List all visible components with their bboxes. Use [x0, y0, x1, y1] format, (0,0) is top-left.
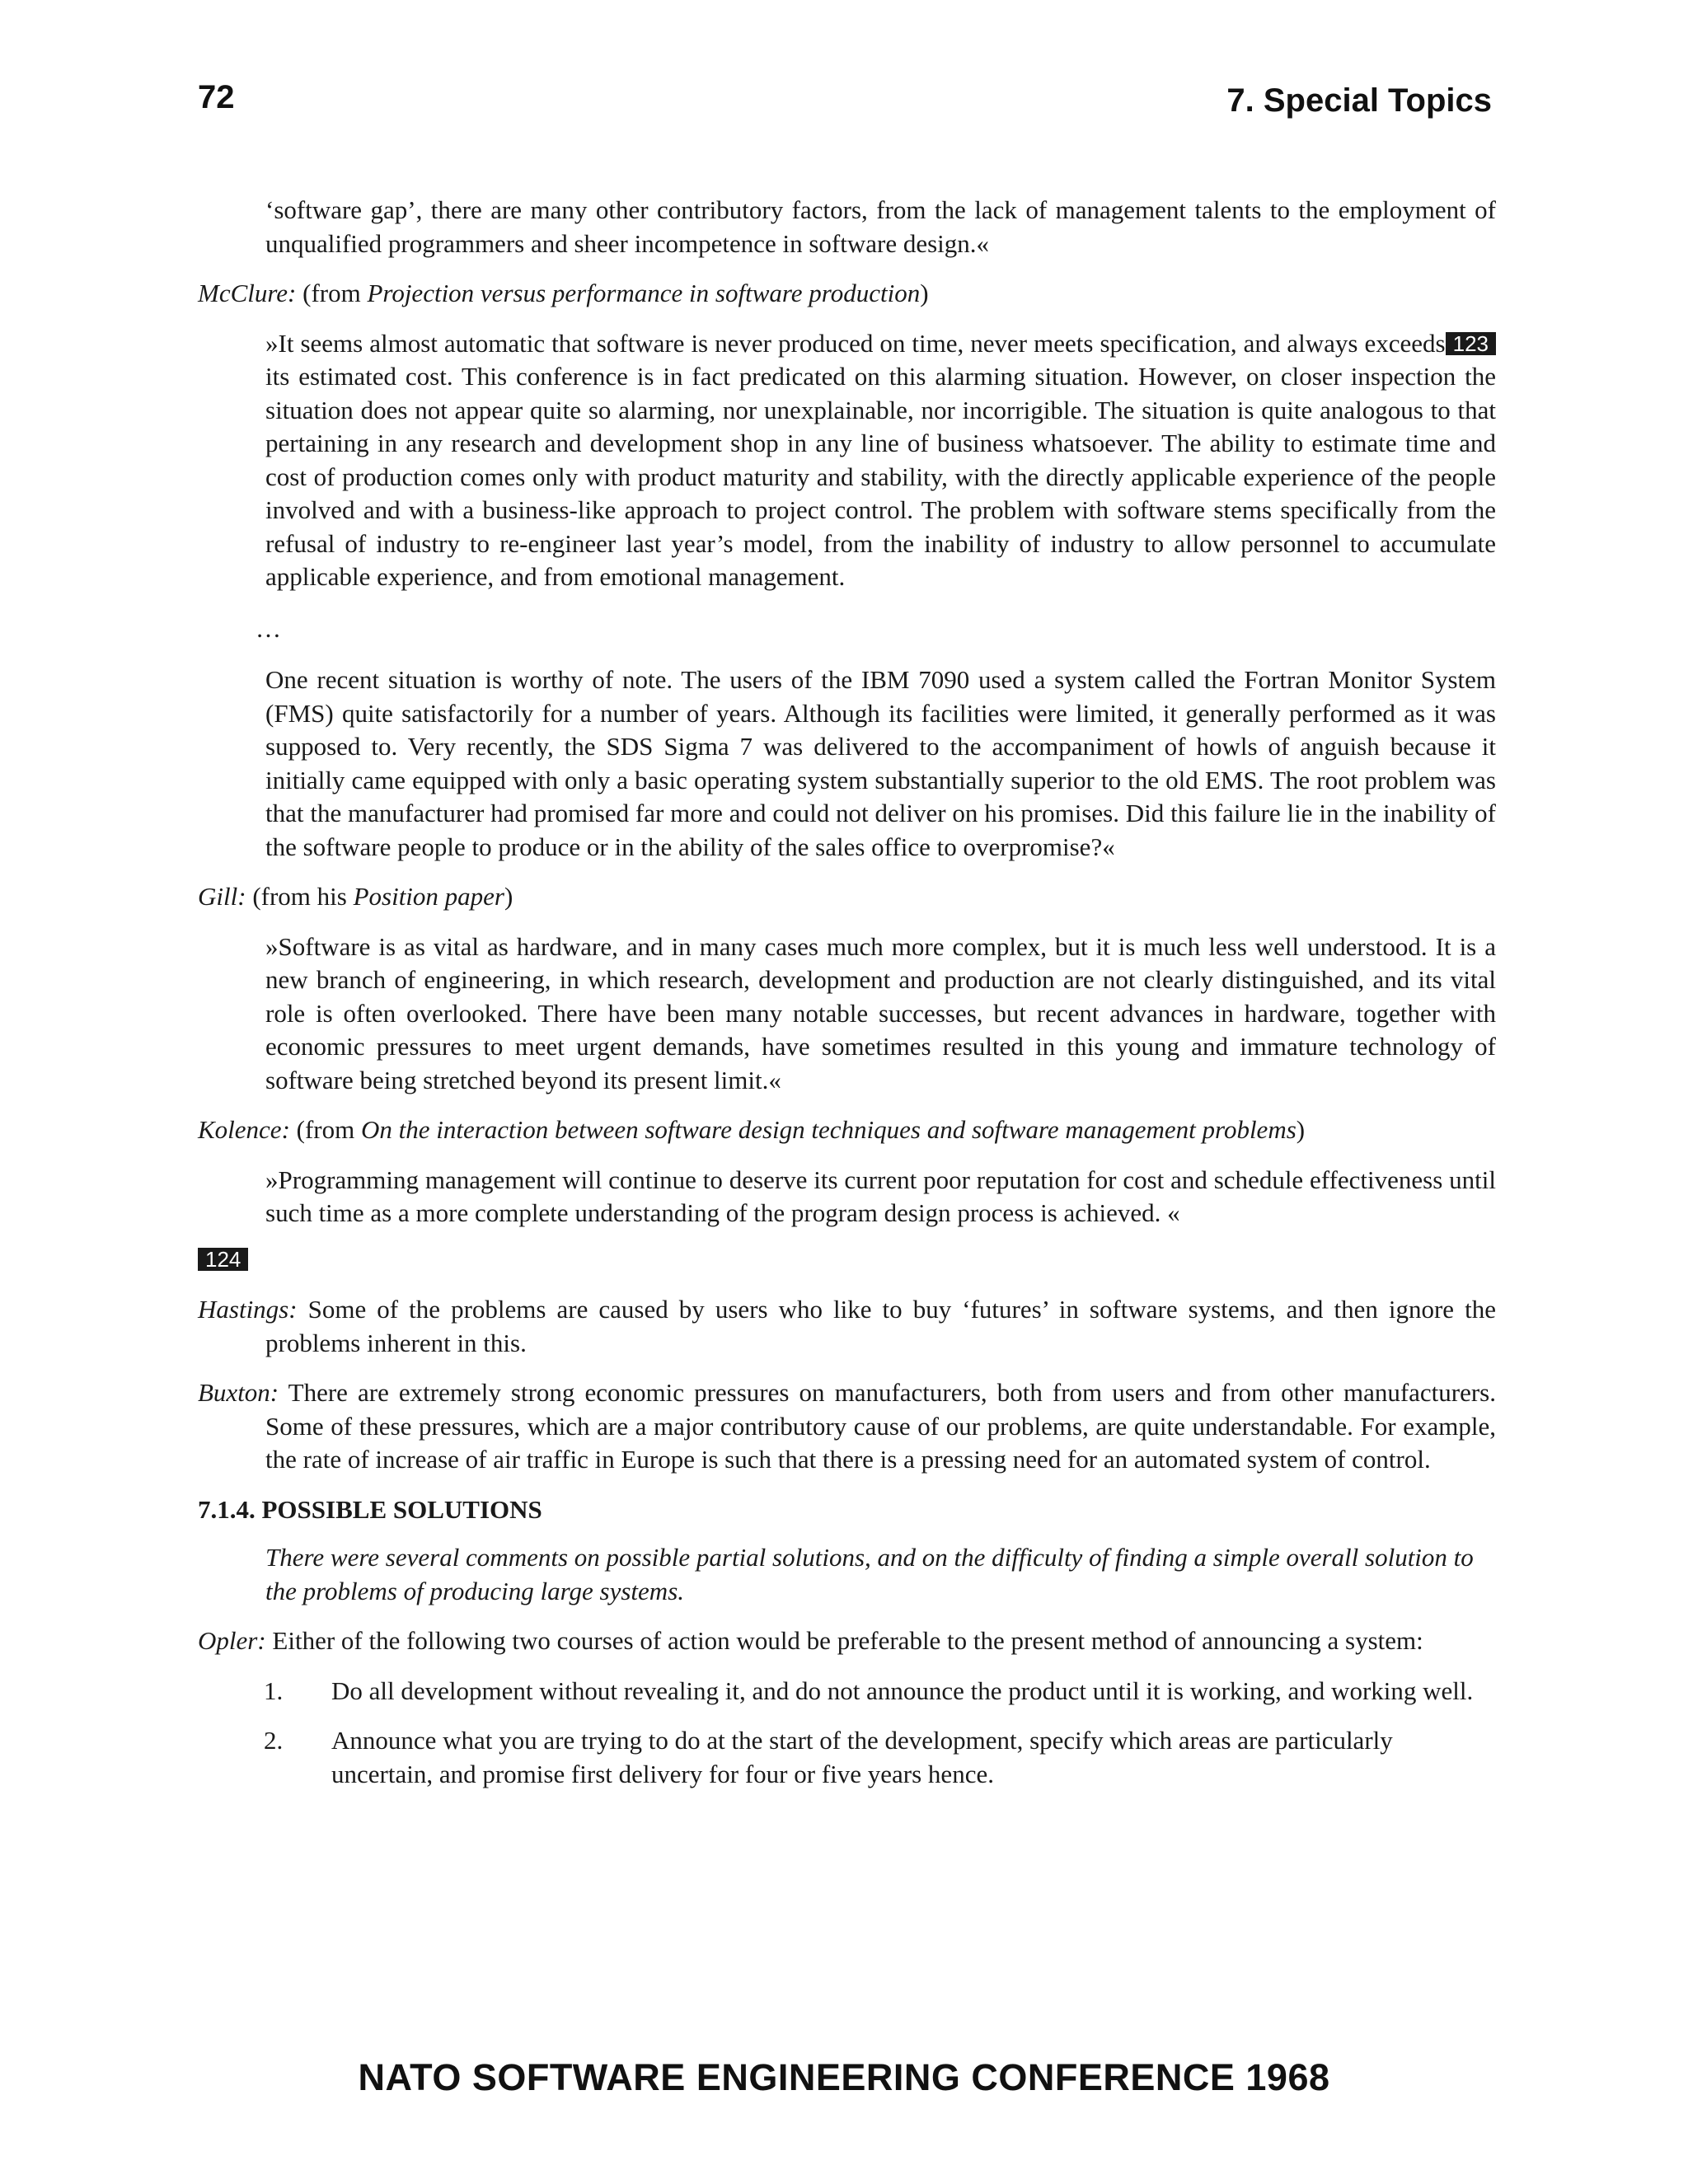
- page-body: [198, 194, 1496, 1791]
- page-marker-123: 123: [1446, 332, 1496, 355]
- mcclure-attribution: [198, 277, 1496, 311]
- opler-paragraph: [198, 1624, 1496, 1658]
- list-item: [264, 1724, 1496, 1791]
- marker-row: [198, 1244, 1496, 1277]
- ellipsis: …: [256, 613, 281, 643]
- section-heading: 7.1.4. POSSIBLE SOLUTIONS: [198, 1494, 542, 1524]
- mcclure-quote-1: [265, 327, 1496, 594]
- page-footer: NATO SOFTWARE ENGINEERING CONFERENCE 1968: [358, 2056, 1330, 2098]
- page-number: 72: [198, 79, 235, 115]
- source-prefix: (from: [296, 279, 368, 307]
- gill-quote: »Software is as vital as hardware, and in many cases much more complex, but it is much less well understood. It is a new branch of engineering, in which research, development and production are not clearly distinguished, and its vital role is often overlooked. There have been many notable successes, but recent advances in hardware, together with economic pressures to meet urgent demands, have sometimes resulted in this young and immature technology of software being stretched beyond its present limit.«: [265, 931, 1496, 1094]
- paragraph-text: There are extremely strong economic pressures on manufacturers, both from users and from other manufacturers. Some of these pressures, which are a major contributory cause of our problems, are quite understandable. For example, the rate of increase of air traffic in Europe is such that there is a pressing need for an automated system of control.: [265, 1378, 1496, 1474]
- paragraph-text: Some of the problems are caused by users who like to buy ‘futures’ in software systems, and then ignore the problems inherent in this.: [265, 1295, 1496, 1357]
- paragraph-text: Either of the following two courses of action would be preferable to the present method of announcing a system:: [265, 1626, 1423, 1655]
- list-item: [264, 1675, 1496, 1708]
- source-suffix: ): [1296, 1115, 1306, 1144]
- list-text: Do all development without revealing it, and do not announce the product until it is working, and working well.: [331, 1675, 1474, 1705]
- source-suffix: ): [504, 882, 513, 911]
- speaker-name: Buxton:: [198, 1378, 279, 1407]
- list-number: 2.: [264, 1726, 284, 1755]
- software-gap-quote: ‘software gap’, there are many other contributory factors, from the lack of management talents to the employment of unqualified programmers and sheer incompetence in software design.«: [265, 195, 1496, 258]
- list-text: Announce what you are trying to do at the start of the development, specify which areas are particularly uncertain, and promise first delivery for four or five years hence.: [331, 1726, 1393, 1788]
- hastings-paragraph: [198, 1293, 1496, 1360]
- speaker-name: McClure:: [198, 279, 297, 307]
- page-marker-124: 124: [198, 1248, 248, 1271]
- speaker-name: Gill:: [198, 882, 246, 911]
- speaker-name: Opler:: [198, 1626, 266, 1655]
- speaker-name: Kolence:: [198, 1115, 290, 1144]
- source-title: Position paper: [353, 882, 504, 911]
- page-header: [198, 79, 1492, 129]
- gill-attribution: [198, 880, 1496, 914]
- source-prefix: (from: [289, 1115, 361, 1144]
- source-title: Projection versus performance in software production: [367, 279, 921, 307]
- kolence-attribution: [198, 1113, 1496, 1147]
- mcclure-quote-2: One recent situation is worthy of note. The users of the IBM 7090 used a system called the Fortran Monitor System (FMS) quite satisfactorily for a number of years. Although its facilities were limited, it generally performed as it was supposed to. Very recently, the SDS Sigma 7 was delivered to the accompaniment of howls of anguish because it initially came equipped with only a basic operating system substantially superior to the old EMS. The root problem was that the manufacturer had promised far more and could not deliver on his promises. Did this failure lie in the inability of the software people to produce or in the ability of the sales office to overpromise?«: [265, 665, 1496, 861]
- speaker-name: Hastings:: [198, 1295, 298, 1324]
- chapter-title: 7. Special Topics: [1226, 82, 1492, 119]
- source-suffix: ): [920, 279, 929, 307]
- section-intro: There were several comments on possible partial solutions, and on the difficulty of finding a simple overall solution to the problems of producing large systems.: [265, 1543, 1474, 1605]
- quote-text: »It seems almost automatic that software is never produced on time, never meets specification, and always exceeds its estimated cost. This conference is in fact predicated on this alarming situation. However, on closer inspection the situation does not appear quite so alarming, nor unexplainable, nor incorrigible. The situation is quite analogous to that pertaining in any research and development shop in any line of business whatsoever. The ability to estimate time and cost of production comes only with product maturity and stability, with the directly applicable experience of the people involved and with a business-like approach to project control. The problem with software stems specifically from the refusal of industry to re-engineer last year’s model, from the inability of industry to allow personnel to accumulate applicable experience, and from emotional management.: [265, 328, 1496, 591]
- kolence-quote: »Programming management will continue to deserve its current poor reputation for cost and schedule effectiveness until such time as a more complete understanding of the program design process is achieved. «: [265, 1165, 1496, 1227]
- buxton-paragraph: [198, 1376, 1496, 1477]
- list-number: 1.: [264, 1675, 284, 1705]
- source-title: On the interaction between software design techniques and software management problems: [360, 1115, 1296, 1144]
- source-prefix: (from his: [246, 882, 354, 911]
